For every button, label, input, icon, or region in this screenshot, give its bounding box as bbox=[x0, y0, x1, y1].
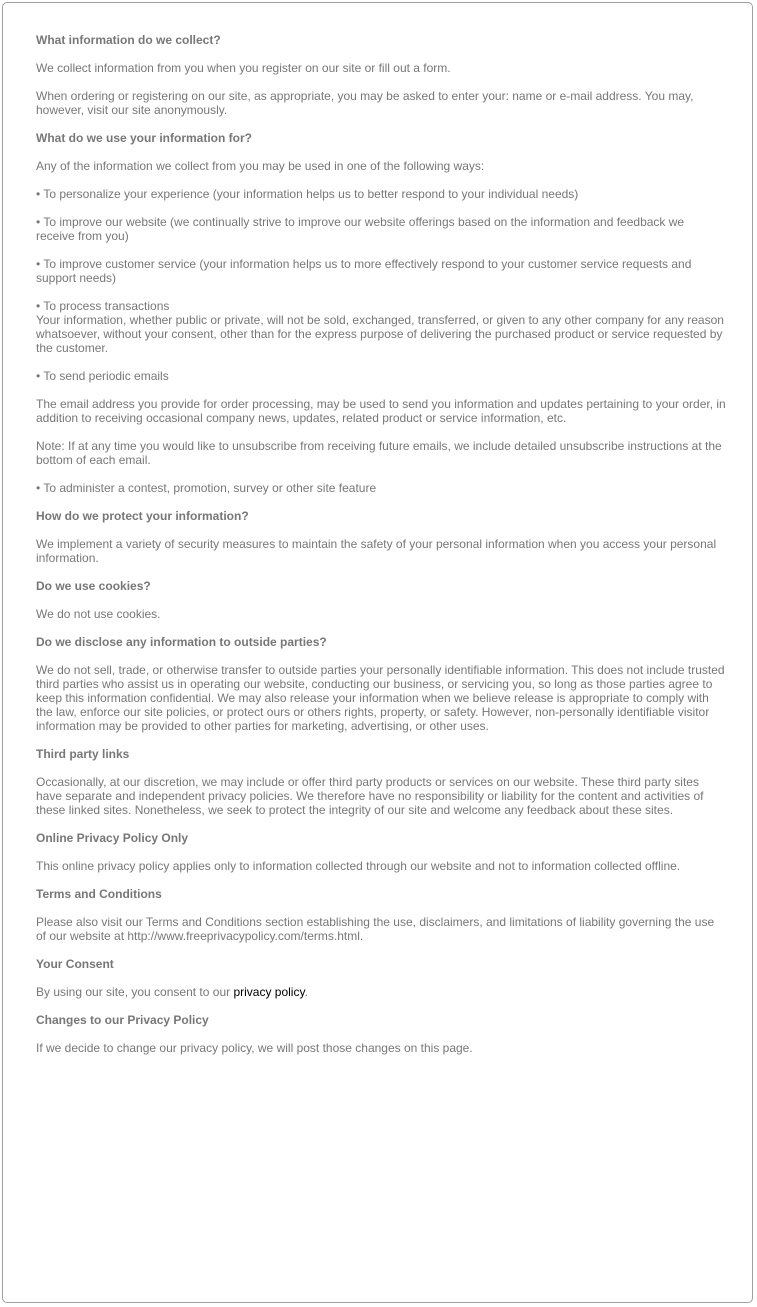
paragraph: We collect information from you when you register on our site or fill out a form. bbox=[36, 61, 451, 75]
paragraph: If we decide to change our privacy policy, we will post those changes on this page. bbox=[36, 1041, 473, 1055]
paragraph: When ordering or registering on our site, as appropriate, you may be asked to enter your: name or e-mail address. You may, however, visit our site anonymously. bbox=[36, 89, 694, 117]
section-heading: Online Privacy Policy Only bbox=[36, 831, 189, 845]
section-heading: Do we use cookies? bbox=[36, 579, 151, 593]
section-heading: Changes to our Privacy Policy bbox=[36, 1013, 209, 1027]
paragraph: This online privacy policy applies only to information collected through our website and not to information collected offline. bbox=[36, 859, 681, 873]
list-item: • To improve our website (we continually strive to improve our website offerings based on the information and feedback we receive from you) bbox=[36, 215, 685, 243]
list-item: • To administer a contest, promotion, survey or other site feature bbox=[36, 481, 377, 495]
privacy-policy-content bbox=[36, 33, 726, 1069]
paragraph: Please also visit our Terms and Conditions section establishing the use, disclaimers, and limitations of liability governing the use of our website at http://www.freeprivacypolicy.com/terms.html. bbox=[36, 915, 715, 943]
paragraph: Any of the information we collect from you may be used in one of the following ways: bbox=[36, 159, 485, 173]
bullet-text: • To process transactions bbox=[36, 299, 170, 313]
section-heading: What do we use your information for? bbox=[36, 131, 252, 145]
list-item: • To personalize your experience (your information helps us to better respond to your individual needs) bbox=[36, 187, 579, 201]
section-heading: Third party links bbox=[36, 747, 130, 761]
paragraph: The email address you provide for order processing, may be used to send you information and updates pertaining to your order, in addition to receiving occasional company news, updates, related product or service information, etc. bbox=[36, 397, 726, 425]
privacy-policy-link[interactable]: privacy policy bbox=[233, 985, 305, 999]
consent-paragraph bbox=[36, 985, 726, 999]
consent-text: By using our site, you consent to our bbox=[36, 985, 234, 999]
consent-suffix: . bbox=[304, 985, 308, 999]
section-heading: Do we disclose any information to outside parties? bbox=[36, 635, 327, 649]
section-heading: Your Consent bbox=[36, 957, 114, 971]
paragraph: We do not sell, trade, or otherwise transfer to outside parties your personally identifiable information. This does not include trusted third parties who assist us in operating our website, conducting our business, or servicing you, so long as those parties agree to keep this information confidential. We may also release your information when we believe release is appropriate to comply with the law, enforce our site policies, or protect ours or others rights, property, or safety. However, non-personally identifiable visitor information may be provided to other parties for marketing, advertising, or other uses. bbox=[36, 663, 725, 733]
section-heading: What information do we collect? bbox=[36, 33, 221, 47]
paragraph: Occasionally, at our discretion, we may include or offer third party products or services on our website. These third party sites have separate and independent privacy policies. We therefore have no responsibility or liability for the content and activities of these linked sites. Nonetheless, we seek to protect the integrity of our site and welcome any feedback about these sites. bbox=[36, 775, 704, 817]
section-heading: Terms and Conditions bbox=[36, 887, 162, 901]
paragraph: Note: If at any time you would like to unsubscribe from receiving future emails, we include detailed unsubscribe instructions at the bottom of each email. bbox=[36, 439, 722, 467]
list-item: • To improve customer service (your information helps us to more effectively respond to your customer service requests and support needs) bbox=[36, 257, 692, 285]
paragraph: We implement a variety of security measures to maintain the safety of your personal information when you access your personal information. bbox=[36, 537, 717, 565]
section-heading: How do we protect your information? bbox=[36, 509, 249, 523]
list-item-transactions bbox=[36, 299, 726, 355]
list-item: • To send periodic emails bbox=[36, 369, 169, 383]
paragraph: We do not use cookies. bbox=[36, 607, 161, 621]
paragraph: Your information, whether public or private, will not be sold, exchanged, transferred, or given to any other company for any reason whatsoever, without your consent, other than for the express purpose of delivering the purchased product or service requested by the customer. bbox=[36, 313, 724, 355]
